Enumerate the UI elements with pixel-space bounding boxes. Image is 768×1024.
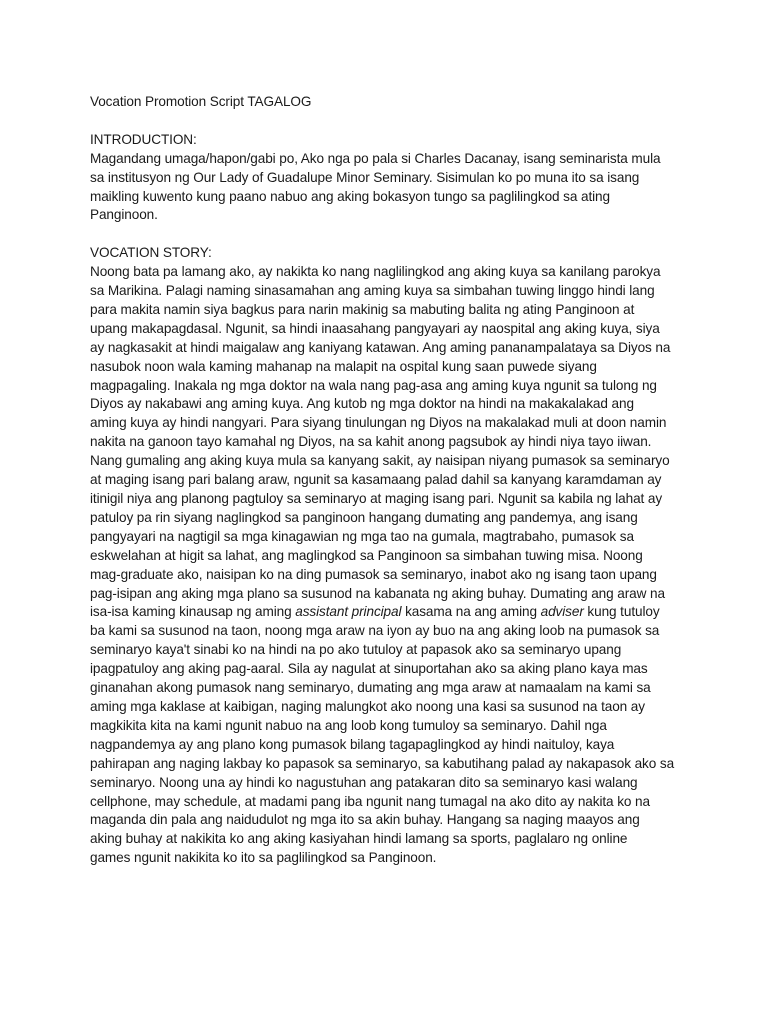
italic-term-assistant-principal: assistant principal (295, 604, 402, 620)
story-line: Noong bata pa lamang ako, ay nakikta ko nang naglilingkod ang aking kuya sa kanilang parokya (90, 264, 661, 280)
story-text: kung tutuloy (583, 604, 660, 620)
story-line-with-italics (90, 603, 680, 622)
story-line: aking buhay at nakikita ko ang aking kasiyahan hindi lamang sa sports, paglalaro ng online (90, 831, 628, 847)
introduction-line: sa institusyon ng Our Lady of Guadalupe Minor Seminary. Sisimulan ko po muna ito sa isang (90, 169, 640, 185)
story-line: games ngunit nakikita ko ito sa paglilingkod sa Panginoon. (90, 850, 437, 866)
story-line: nagpandemya ay ang plano kong pumasok bilang tagapaglingkod ay hindi naituloy, kaya (90, 736, 615, 752)
story-line: nasubok noon wala kaming mahanap na malapit na ospital kung saan puwede siyang (90, 358, 597, 374)
story-line: Nang gumaling ang aking kuya mula sa kanyang sakit, ay naisipan niyang pumasok sa seminaryo (90, 453, 670, 469)
story-line: sa Marikina. Palagi naming sinasamahan ang aming kuya sa simbahan tuwing linggo hindi lang (90, 283, 655, 299)
story-line: seminaryo kaya't sinabi ko na hindi na po ako tutuloy at papasok ako sa seminaryo upang (90, 642, 622, 658)
story-heading: VOCATION STORY: (90, 245, 212, 261)
story-line: cellphone, may schedule, at madami pang iba ngunit nang tumagal na ako dito ay nakita ko na (90, 793, 650, 809)
story-line: seminaryo. Noong una ay hindi ko nagustuhan ang patakaran dito sa seminaryo kasi walang (90, 774, 638, 790)
story-line: aming mga kaklase at kaibigan, naging malungkot ako noong una kasi sa susunod na taon ay (90, 698, 645, 714)
introduction-line: Panginoon. (90, 207, 158, 223)
story-line: mag-graduate ako, naisipan ko na ding pumasok sa seminaryo, inabot ako ng isang taon upang (90, 566, 657, 582)
story-line: at maging isang pari balang araw, ngunit sa kasamaang palad dahil sa kanyang karamdaman ay (90, 472, 662, 488)
story-line: Diyos ay nakabawi ang aming kuya. Ang kutob ng mga doktor na hindi na makakalakad ang (90, 396, 634, 412)
story-paragraph (90, 263, 680, 868)
story-line: magkikita kita na kami ngunit nabuo na ang loob kong tumuloy sa seminaryo. Dahil nga (90, 717, 607, 733)
story-line: pangyayari na nagtigil sa mga kinagawian ng mga tao na gumala, magtrabaho, pumasok sa (90, 528, 634, 544)
story-line: ipagpatuloy ang aking pag-aaral. Sila ay nagulat at sinuportahan ako sa aking plano kaya mas (90, 661, 648, 677)
story-line: para makita namin siya bagkus para narin makinig sa mabuting balita ng ating Panginoon at (90, 301, 635, 317)
story-line: maganda din pala ang naidudulot ng mga ito sa akin buhay. Hangang sa naging maayos ang (90, 812, 640, 828)
introduction-heading: INTRODUCTION: (90, 131, 197, 147)
story-line: nakita na ganoon tayo kamahal ng Diyos, na sa kahit anong pagsubok ay hindi niya tayo iiwan. (90, 434, 652, 450)
spacer (90, 112, 680, 131)
story-line: eskwelahan at higit sa lahat, ang maglingkod sa Panginoon sa simbahan tuwing misa. Noong (90, 547, 643, 563)
story-text: kasama na ang aming (401, 604, 541, 620)
story-line: patuloy pa rin siyang naglingkod sa panginoon hangang dumating ang pandemya, ang isang (90, 509, 638, 525)
story-line: aming kuya ay hindi nangyari. Para siyang tinulungan ng Diyos na makalakad muli at doon namin (90, 415, 667, 431)
document-title: Vocation Promotion Script TAGALOG (90, 94, 312, 109)
story-line: upang makapagdasal. Ngunit, sa hindi inaasahang pangyayari ay naospital ang aking kuya, siya (90, 320, 660, 336)
italic-term-adviser: adviser (540, 604, 584, 620)
story-line: pahirapan ang naging lakbay ko papasok sa seminaryo, sa kabutihang palad ay nakapasok ako sa (90, 755, 675, 771)
story-line: ginanahan akong pumasok nang seminaryo, dumating ang mga araw at namaalam na kami sa (90, 680, 651, 696)
story-line: pag-isipan ang aking mga plano sa susunod na kabanata ng aking buhay. Dumating ang araw na (90, 585, 665, 601)
story-line: magpagaling. Inakala ng mga doktor na wala nang pag-asa ang aming kuya ngunit sa tulong ng (90, 377, 657, 393)
introduction-line: Magandang umaga/hapon/gabi po, Ako nga po pala si Charles Dacanay, isang seminarista mula (90, 150, 661, 166)
introduction-line: maikling kuwento kung paano nabuo ang aking bokasyon tungo sa paglilingkod sa ating (90, 188, 610, 204)
story-line: ba kami sa susunod na taon, noong mga araw na iyon ay buo na ang aking loob na pumasok sa (90, 623, 660, 639)
document-body (90, 93, 680, 868)
story-line: ay nagkasakit at hindi maigalaw ang kaniyang katawan. Ang aming pananampalataya sa Diyos na (90, 339, 671, 355)
story-line: itinigil niya ang planong pagtuloy sa seminaryo at maging isang pari. Ngunit sa kabila ng lahat ay (90, 491, 663, 506)
introduction-paragraph (90, 150, 680, 226)
spacer (90, 225, 680, 244)
story-text: isa-isa kaming kinausap ng aming (90, 604, 296, 620)
